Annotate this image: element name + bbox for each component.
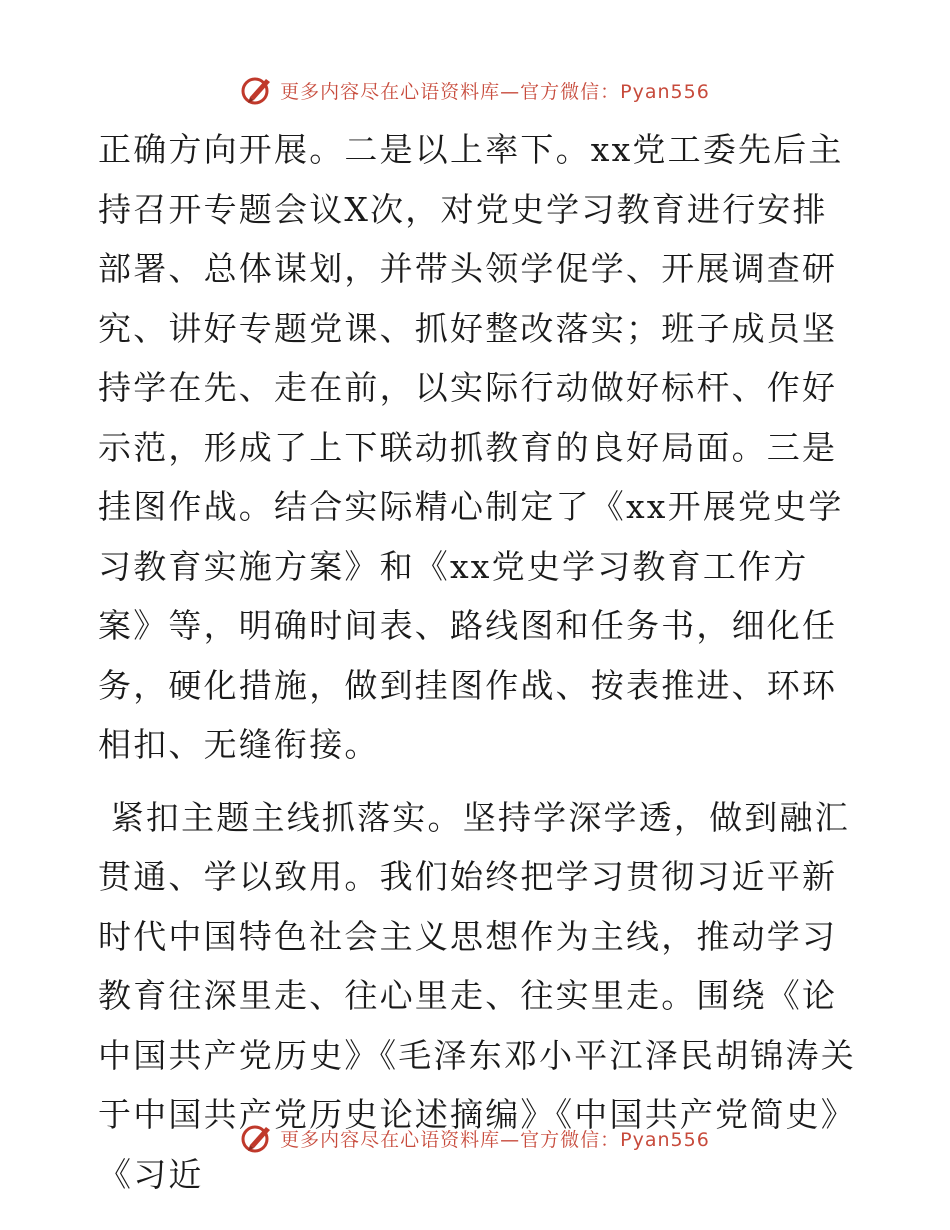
paragraph-1: 正确方向开展。二是以上率下。xx党工委先后主持召开专题会议X次，对党史学习教育进行安排部署、总体谋划，并带头领学促学、开展调查研究、讲好专题党课、抓好整改落实；班子成员坚持学在先、走在前，以实际行动做好标杆、作好示范，形成了上下联动抓教育的良好局面。三是挂图作战。结合实际精心制定了《xx开展党史学习教育实施方案》和《xx党史学习教育工作方案》等，明确时间表、路线图和任务书，细化任务，硬化措施，做到挂图作战、按表推进、环环相扣、无缝衔接。 <box>98 130 844 764</box>
paragraph-2: 紧扣主题主线抓落实。坚持学深学透，做到融汇贯通、学以致用。我们始终把学习贯彻习近平新时代中国特色社会主义思想作为主线，推动学习教育往深里走、往心里走、往实里走。围绕《论中国共产党历史》《毛泽东邓小平江泽民胡锦涛关于中国共产党历史论述摘编》《中国共产党简史》《习近 <box>98 797 856 1194</box>
pen-circle-logo-icon <box>240 1121 274 1155</box>
footer-banner <box>0 1118 950 1158</box>
header-banner-text: 更多内容尽在心语资料库—官方微信：Pyan556 <box>280 80 710 103</box>
document-body <box>98 120 858 1204</box>
footer-banner-text: 更多内容尽在心语资料库—官方微信：Pyan556 <box>280 1128 710 1151</box>
pen-circle-logo-icon <box>240 73 274 107</box>
header-banner <box>0 70 950 110</box>
